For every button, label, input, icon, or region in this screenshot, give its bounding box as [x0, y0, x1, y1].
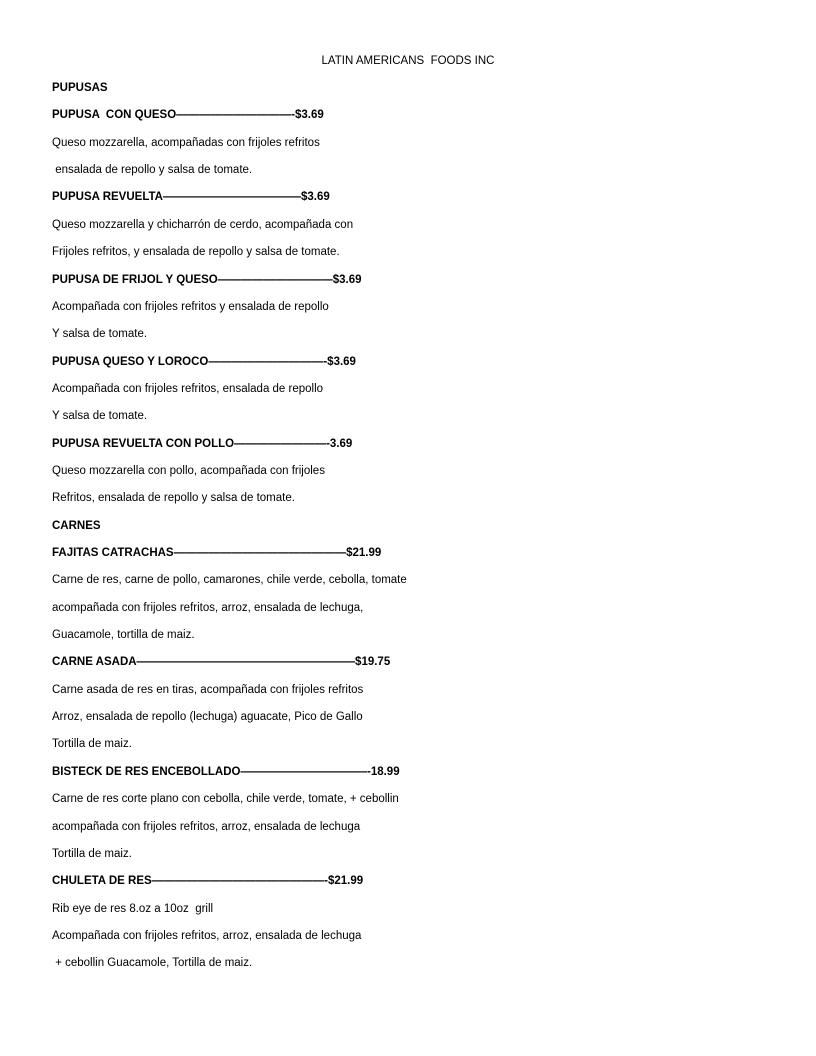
menu-description-line: Queso mozzarella con pollo, acompañada con frijoles — [52, 464, 325, 477]
menu-description-line: + cebollin Guacamole, Tortilla de maiz. — [52, 957, 253, 970]
menu-description-line: Rib eye de res 8.oz a 10oz grill — [52, 902, 214, 915]
menu-description-line: Y salsa de tomate. — [52, 328, 148, 341]
menu-heading-line: PUPUSA CON QUESO——————————-$3.69 — [52, 109, 324, 122]
menu-heading-line: FAJITAS CATRACHAS———————————————$21.99 — [52, 547, 382, 559]
menu-description-line: acompañada con frijoles refritos, arroz, ensalada de lechuga, — [52, 601, 364, 614]
menu-description-line: Acompañada con frijoles refritos, ensalada de repollo — [52, 382, 324, 395]
menu-description-line: ensalada de repollo y salsa de tomate. — [52, 164, 253, 177]
menu-heading-line: PUPUSAS — [52, 82, 108, 94]
menu-description-line: Tortilla de maiz. — [52, 847, 132, 860]
document-title: LATIN AMERICANS FOODS INC — [321, 55, 495, 67]
menu-heading-line: PUPUSA REVUELTA CON POLLO————————-3.69 — [52, 437, 353, 450]
menu-description-line: Carne asada de res en tiras, acompañada con frijoles refritos — [52, 683, 364, 696]
menu-description-line: Y salsa de tomate. — [52, 410, 148, 423]
menu-description-line: Acompañada con frijoles refritos, arroz, ensalada de lechuga — [52, 929, 362, 942]
menu-description-line: Guacamole, tortilla de maiz. — [52, 629, 195, 641]
menu-description-line: Queso mozzarella, acompañadas con frijoles refritos — [52, 136, 320, 149]
menu-description-line: Tortilla de maiz. — [52, 738, 132, 751]
menu-description-line: Frijoles refritos, y ensalada de repollo y salsa de tomate. — [52, 246, 340, 259]
menu-heading-line: CARNE ASADA———————————————————$19.75 — [52, 656, 391, 669]
menu-heading-line: BISTECK DE RES ENCEBOLLADO———————————-18.99 — [52, 765, 400, 778]
menu-description-line: Queso mozzarella y chicharrón de cerdo, acompañada con — [52, 218, 354, 231]
menu-description-line: Carne de res, carne de pollo, camarones, chile verde, cebolla, tomate — [52, 574, 407, 587]
menu-description-line: acompañada con frijoles refritos, arroz, ensalada de lechuga — [52, 820, 361, 833]
menu-description-line: Acompañada con frijoles refritos y ensalada de repollo — [52, 300, 329, 313]
menu-heading-line: PUPUSA QUESO Y LOROCO——————————-$3.69 — [52, 355, 356, 368]
menu-heading-line: CHULETA DE RES———————————————-$21.99 — [52, 875, 364, 888]
menu-description-line: Refritos, ensalada de repollo y salsa de tomate. — [52, 492, 295, 505]
menu-heading-line: PUPUSA DE FRIJOL Y QUESO——————————$3.69 — [52, 273, 362, 286]
menu-heading-line: PUPUSA REVUELTA————————————$3.69 — [52, 191, 330, 204]
menu-description-line: Arroz, ensalada de repollo (lechuga) aguacate, Pico de Gallo — [52, 711, 363, 724]
menu-heading-line: CARNES — [52, 519, 101, 532]
menu-description-line: Carne de res corte plano con cebolla, chile verde, tomate, + cebollin — [52, 793, 399, 806]
